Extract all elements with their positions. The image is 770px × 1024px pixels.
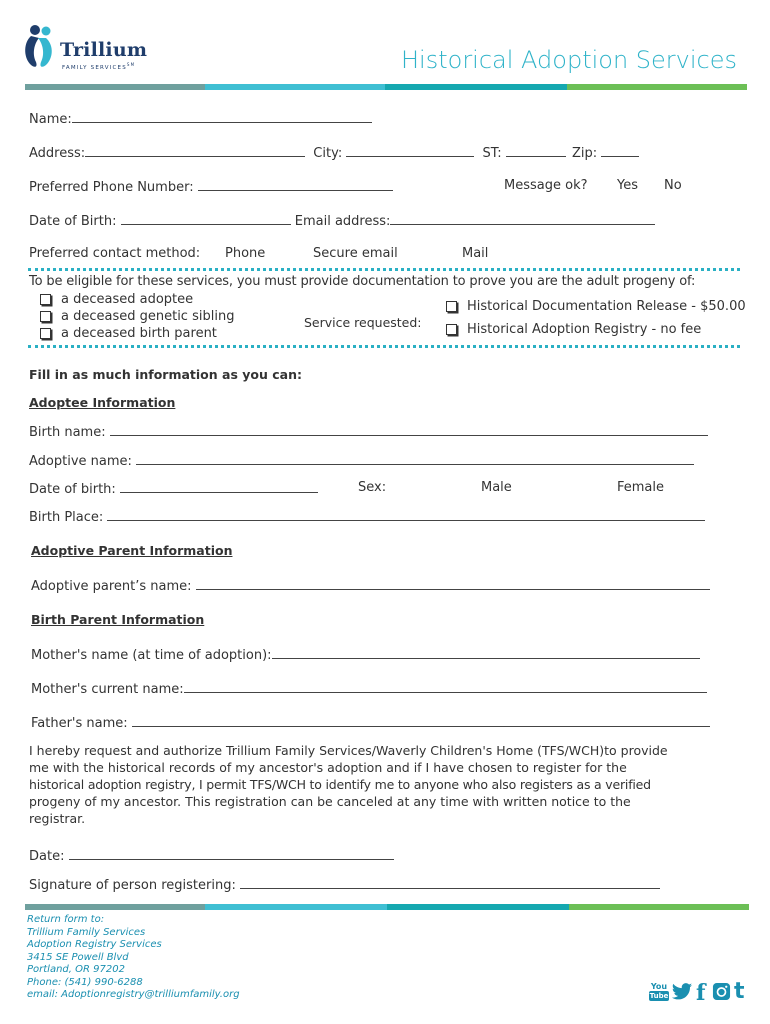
return-address-line: Phone: (541) 990-6288 <box>27 976 143 988</box>
zip-label: Zip: <box>571 146 598 161</box>
adoptive-parent-field[interactable] <box>196 577 710 590</box>
eligibility-option-3[interactable] <box>40 326 217 342</box>
adoptee-dob-field[interactable] <box>120 480 318 493</box>
name-label: Name: <box>29 112 72 127</box>
signature-field[interactable] <box>240 876 660 889</box>
adoptive-parent-heading: Adoptive Parent Information <box>31 543 233 558</box>
phone-label: Preferred Phone Number: <box>29 180 194 195</box>
authorization-line: historical adoption registry, I permit TFS/WCH to identify me to anyone who also registers as a verified <box>29 777 651 792</box>
footer-accent-bar-2 <box>205 904 387 910</box>
instagram-icon-glyph <box>712 982 731 1001</box>
service-option-label: Historical Adoption Registry - no fee <box>467 322 702 337</box>
eligibility-option-label: a deceased genetic sibling <box>61 309 235 324</box>
return-address-line: Return form to: <box>27 914 105 925</box>
message-ok-yes[interactable]: Yes <box>617 178 638 193</box>
footer-accent-bar-1 <box>25 904 205 910</box>
birth-place-field[interactable] <box>107 508 705 521</box>
eligibility-intro: To be eligible for these services, you must provide documentation to prove you are the adult progeny of: <box>29 274 696 289</box>
logo-subtitle <box>62 62 135 71</box>
birth-place-label: Birth Place: <box>29 510 104 525</box>
dob-email-row <box>29 212 655 230</box>
father-row <box>31 714 710 732</box>
sex-male[interactable]: Male <box>481 480 512 495</box>
return-address-line: Trillium Family Services <box>27 926 146 938</box>
signature-row <box>29 876 660 894</box>
service-option-label: Historical Documentation Release - $50.00 <box>467 299 746 314</box>
email-label: Email address: <box>294 214 391 229</box>
logo <box>22 22 148 72</box>
adoptee-dob-label: Date of birth: <box>29 482 116 497</box>
mother-current-field[interactable] <box>184 680 707 693</box>
dob-field[interactable] <box>121 212 291 225</box>
return-address <box>27 914 240 1002</box>
service-option-1[interactable] <box>446 299 746 315</box>
address-row <box>29 144 639 162</box>
address-label: Address: <box>29 146 86 161</box>
email-field[interactable] <box>390 212 655 225</box>
return-address-line: Adoption Registry Services <box>27 939 162 950</box>
checkbox-icon[interactable] <box>446 301 457 312</box>
adoptee-heading: Adoptee Information <box>29 395 176 410</box>
birth-name-field[interactable] <box>110 423 708 436</box>
mother-current-row <box>31 680 707 698</box>
message-ok-label: Message ok? <box>504 178 588 193</box>
accent-bar-1 <box>25 84 205 90</box>
checkbox-icon[interactable] <box>446 324 457 335</box>
footer-accent-bar-3 <box>387 904 569 910</box>
adoptee-dob-row <box>29 480 318 498</box>
adoptive-parent-row <box>31 577 710 595</box>
address-field[interactable] <box>85 144 305 157</box>
method-phone[interactable]: Phone <box>225 246 266 261</box>
accent-bar-3 <box>385 84 567 90</box>
twitter-icon[interactable] <box>671 982 693 1004</box>
checkbox-icon[interactable] <box>40 311 51 322</box>
twitter-icon-glyph <box>671 982 693 1002</box>
father-label: Father's name: <box>31 716 128 731</box>
sex-label: Sex: <box>358 480 387 495</box>
logo-subtitle-text: FAMILY SERVICES <box>62 64 127 71</box>
authorization-line: me with the historical records of my ancestor's adoption and if I have chosen to register for the <box>29 760 627 775</box>
mother-adoption-field[interactable] <box>272 646 700 659</box>
date-label: Date: <box>29 849 65 864</box>
st-label: ST: <box>482 146 502 161</box>
eligibility-option-label: a deceased adoptee <box>61 292 194 307</box>
trillium-logo-icon <box>22 22 62 72</box>
divider-dotted-1 <box>28 268 740 271</box>
signature-label: Signature of person registering: <box>29 878 236 893</box>
service-requested-label: Service requested: <box>304 315 422 330</box>
authorization-line: registrar. <box>29 811 86 826</box>
adoptive-parent-label: Adoptive parent’s name: <box>31 579 192 594</box>
father-field[interactable] <box>132 714 710 727</box>
divider-dotted-2 <box>28 345 740 348</box>
mother-adoption-label: Mother's name (at time of adoption): <box>31 648 272 663</box>
authorization-line: progeny of my ancestor. This registration can be canceled at any time with written notice to the <box>29 794 631 809</box>
zip-field[interactable] <box>601 144 639 157</box>
name-field[interactable] <box>72 110 372 123</box>
eligibility-option-label: a deceased birth parent <box>61 326 217 341</box>
accent-bar-4 <box>567 84 747 90</box>
return-address-line: Portland, OR 97202 <box>27 964 125 975</box>
youtube-icon-bottom: Tube <box>649 992 669 1000</box>
birth-name-row <box>29 423 708 441</box>
city-field[interactable] <box>346 144 474 157</box>
city-label: City: <box>313 146 343 161</box>
birth-parent-heading: Birth Parent Information <box>31 612 205 627</box>
adoptive-name-row <box>29 452 694 470</box>
footer-accent-bar-4 <box>569 904 749 910</box>
authorization-text <box>29 742 668 827</box>
return-address-line: 3415 SE Powell Blvd <box>27 951 129 963</box>
page-title: Historical Adoption Services <box>401 46 737 74</box>
eligibility-option-1[interactable] <box>40 292 193 308</box>
name-row <box>29 110 372 128</box>
date-row <box>29 847 394 865</box>
method-secure-email[interactable]: Secure email <box>313 246 398 261</box>
checkbox-icon[interactable] <box>40 328 51 339</box>
method-mail[interactable]: Mail <box>462 246 489 261</box>
accent-bar-2 <box>205 84 385 90</box>
birth-name-label: Birth name: <box>29 425 106 440</box>
mother-adoption-row <box>31 646 700 664</box>
birth-place-row <box>29 508 705 526</box>
fill-in-heading: Fill in as much information as you can: <box>29 367 302 382</box>
logo-trademark: SM <box>126 62 136 67</box>
tumblr-icon[interactable]: t <box>734 979 745 1004</box>
phone-field[interactable] <box>198 178 393 191</box>
eligibility-option-2[interactable] <box>40 309 234 325</box>
adoptive-name-label: Adoptive name: <box>29 454 132 469</box>
facebook-icon[interactable]: f <box>696 980 706 1006</box>
youtube-icon[interactable] <box>649 982 669 1004</box>
instagram-icon[interactable] <box>712 982 731 1004</box>
checkbox-icon[interactable] <box>40 294 51 305</box>
adoptive-name-field[interactable] <box>136 452 694 465</box>
authorization-line: I hereby request and authorize Trillium Family Services/Waverly Children's Home (TFS/WCH)to provide <box>29 743 668 758</box>
message-ok-no[interactable]: No <box>664 178 682 193</box>
phone-row <box>29 178 393 196</box>
sex-female[interactable]: Female <box>617 480 665 495</box>
youtube-icon-top: You <box>650 982 668 991</box>
mother-current-label: Mother's current name: <box>31 682 184 697</box>
dob-label: Date of Birth: <box>29 214 117 229</box>
footer-email-link[interactable]: email: Adoptionregistry@trilliumfamily.org <box>27 989 240 1000</box>
st-field[interactable] <box>506 144 566 157</box>
service-option-2[interactable] <box>446 322 701 338</box>
method-label: Preferred contact method: <box>29 246 201 261</box>
date-field[interactable] <box>69 847 394 860</box>
logo-name: Trillium <box>60 39 148 61</box>
